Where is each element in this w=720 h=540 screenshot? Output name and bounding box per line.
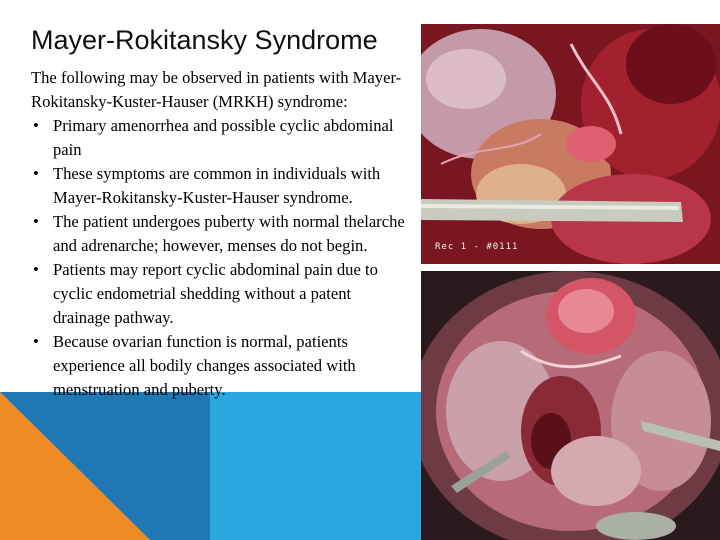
bullet-list bbox=[31, 114, 411, 402]
laparoscopy-photo-bottom bbox=[421, 271, 720, 540]
bullet-item bbox=[31, 210, 411, 258]
photo-timestamp: Rec 1 - #0111 bbox=[435, 242, 519, 252]
bullet-text: Patients may report cyclic abdominal pain due to cyclic endometrial shedding without a patent drainage pathway. bbox=[53, 260, 378, 327]
surgical-image-top bbox=[421, 24, 720, 264]
bullet-text: Because ovarian function is normal, patients experience all bodily changes associated with menstruation and puberty. bbox=[53, 332, 356, 399]
laparoscopy-photo-top bbox=[421, 24, 720, 264]
bullet-dot-icon: • bbox=[33, 212, 39, 231]
bullet-dot-icon: • bbox=[33, 260, 39, 279]
bullet-dot-icon: • bbox=[33, 332, 39, 351]
deco-light-blue-shape bbox=[210, 392, 421, 540]
bullet-dot-icon: • bbox=[33, 164, 39, 183]
slide-title: Mayer-Rokitansky Syndrome bbox=[31, 25, 378, 55]
bullet-item bbox=[31, 162, 411, 210]
intro-paragraph: The following may be observed in patients with Mayer-Rokitansky-Kuster-Hauser (MRKH) syndrome: bbox=[31, 68, 402, 111]
bullet-text: These symptoms are common in individuals with Mayer-Rokitansky-Kuster-Hauser syndrome. bbox=[53, 164, 381, 207]
surgical-image-bottom bbox=[421, 271, 720, 540]
bullet-item bbox=[31, 330, 411, 402]
bullet-item bbox=[31, 258, 411, 330]
bullet-item bbox=[31, 114, 411, 162]
slide-body bbox=[31, 66, 411, 402]
bullet-text: Primary amenorrhea and possible cyclic abdominal pain bbox=[53, 116, 394, 159]
bullet-text: The patient undergoes puberty with normal thelarche and adrenarche; however, menses do not begin. bbox=[53, 212, 405, 255]
bullet-dot-icon: • bbox=[33, 116, 39, 135]
